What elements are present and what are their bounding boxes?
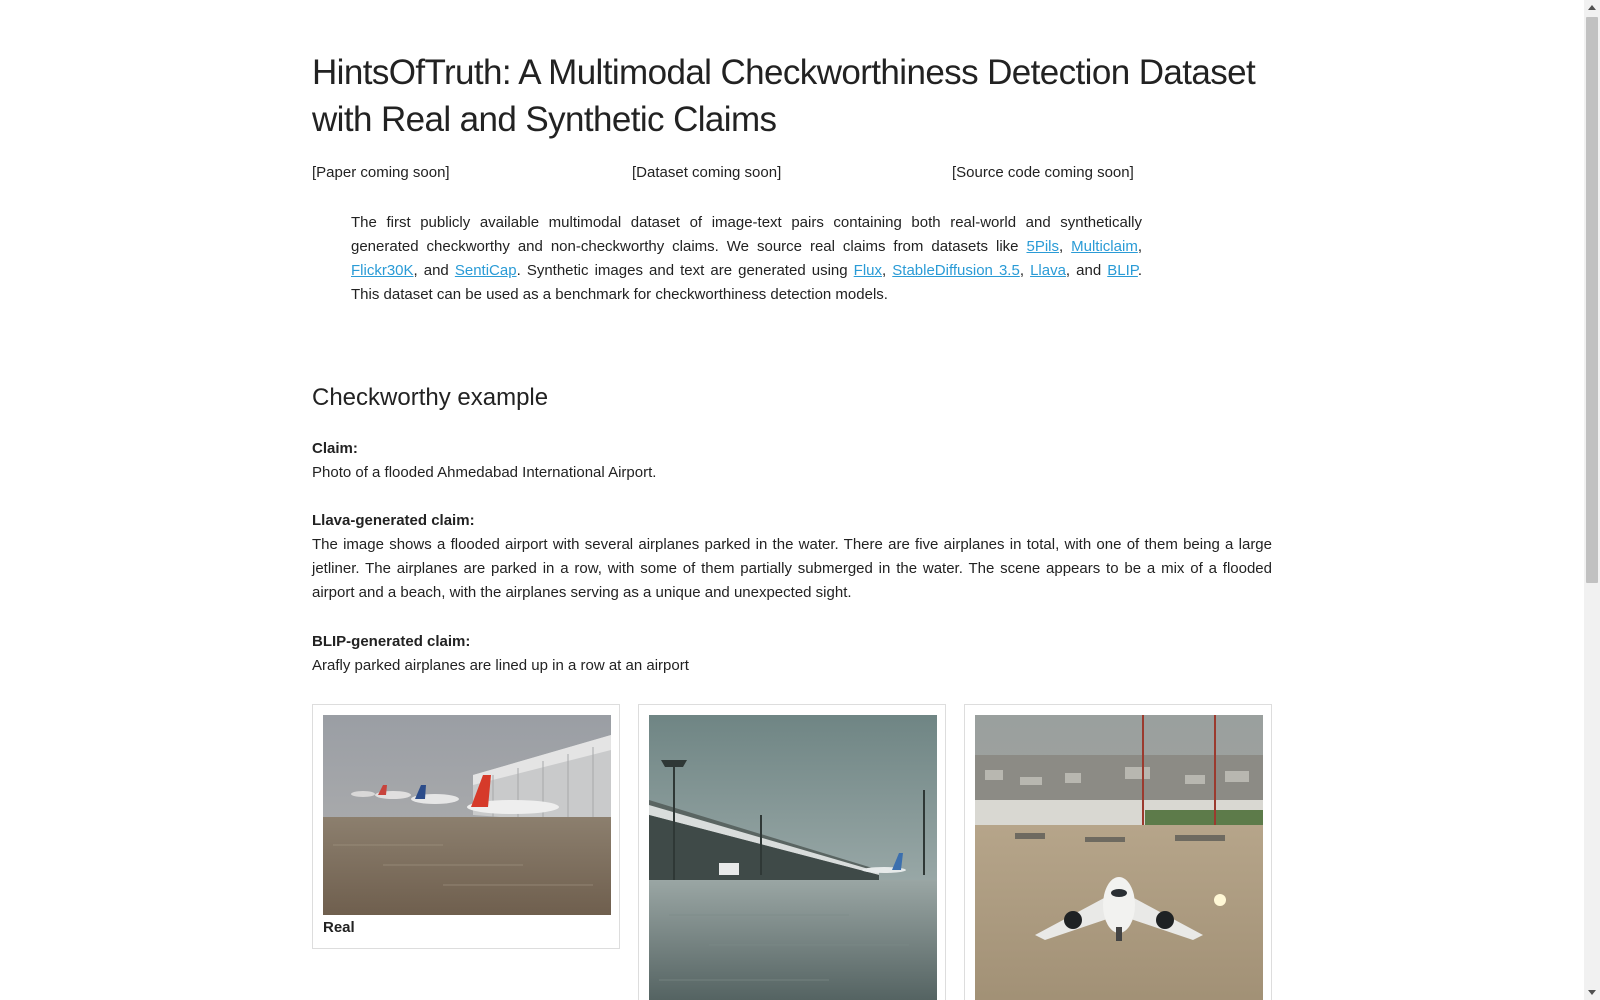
claim-block — [312, 437, 1272, 485]
abstract-paragraph — [351, 211, 1142, 307]
image-card-synthetic-2 — [964, 704, 1272, 1000]
blip-claim-label: BLIP-generated claim: — [312, 633, 471, 650]
real-image — [323, 715, 611, 915]
separator: , and — [1065, 262, 1108, 279]
flooded-airport-photo — [323, 715, 611, 915]
link-blip[interactable]: BLIP — [1107, 262, 1138, 279]
section-heading: Checkworthy example — [312, 384, 549, 411]
flooded-runway-photo — [975, 715, 1263, 1000]
link-multiclaim[interactable]: Multiclaim — [1071, 238, 1138, 255]
abstract-text: . Synthetic images and text are generated using — [516, 262, 854, 279]
claim-text: Photo of a flooded Ahmedabad International Airport. — [312, 464, 657, 481]
abstract-text: The first publicly available multimodal dataset of image-text pairs containing both real-world and synthetically generated checkworthy and non-checkworthy claims. We source real claims from datasets like — [351, 214, 1142, 255]
image-cards — [312, 704, 1272, 1000]
separator: , — [1137, 238, 1142, 255]
code-link[interactable]: [Source code coming soon] — [952, 164, 1134, 181]
scrollbar-thumb[interactable] — [1586, 17, 1598, 583]
image-card-real — [312, 704, 620, 949]
link-stablediffusion[interactable]: StableDiffusion 3.5 — [892, 262, 1020, 279]
card-caption-real: Real — [323, 919, 355, 936]
synthetic-image-2 — [975, 715, 1263, 1000]
scroll-up-icon[interactable] — [1584, 0, 1600, 16]
paper-link[interactable]: [Paper coming soon] — [312, 164, 450, 181]
blip-claim-block — [312, 630, 1272, 678]
llava-claim-block — [312, 509, 1272, 605]
flooded-terminal-photo — [649, 715, 937, 1000]
blip-claim-text: Arafly parked airplanes are lined up in a row at an airport — [312, 657, 689, 674]
abstract-text: . This dataset can be used as a benchmark for checkworthiness detection models. — [351, 262, 1143, 303]
scroll-down-icon[interactable] — [1584, 984, 1600, 1000]
separator: , — [1059, 238, 1072, 255]
separator: , and — [413, 262, 455, 279]
llava-claim-label: Llava-generated claim: — [312, 512, 475, 529]
separator: , — [882, 262, 893, 279]
dataset-link[interactable]: [Dataset coming soon] — [632, 164, 782, 181]
vertical-scrollbar[interactable] — [1584, 0, 1600, 1000]
link-flickr30k[interactable]: Flickr30K — [351, 262, 414, 279]
link-senticap[interactable]: SentiCap — [454, 262, 517, 279]
llava-claim-text: The image shows a flooded airport with several airplanes parked in the water. There are five airplanes in total, with one of them being a large jetliner. The airplanes are parked in a row, with some of them partially submerged in the water. The scene appears to be a mix of a flooded airport and a beach, with the airplanes serving as a unique and unexpected sight. — [312, 536, 1272, 601]
synthetic-image-1 — [649, 715, 937, 1000]
claim-label: Claim: — [312, 440, 358, 457]
separator: , — [1019, 262, 1031, 279]
link-llava[interactable]: Llava — [1030, 262, 1066, 279]
link-5pils[interactable]: 5Pils — [1026, 238, 1059, 255]
page-title: HintsOfTruth: A Multimodal Checkworthiness Detection Dataset with Real and Synthetic Claims — [312, 53, 1256, 139]
image-card-synthetic-1 — [638, 704, 946, 1000]
link-flux[interactable]: Flux — [853, 262, 883, 279]
